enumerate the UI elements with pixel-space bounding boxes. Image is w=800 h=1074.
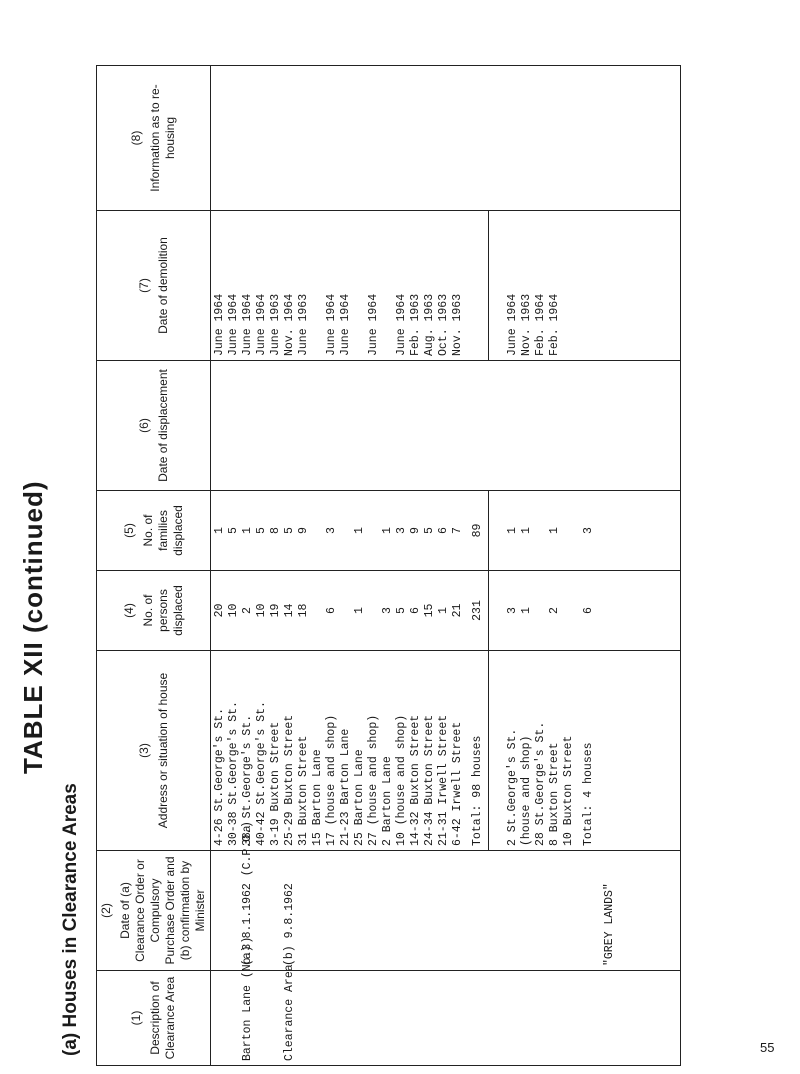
demolition-area1-10 bbox=[353, 215, 367, 356]
persons-area2-3: 2 bbox=[548, 607, 561, 614]
families-area1-11 bbox=[367, 495, 381, 566]
persons-area1-14: 6 bbox=[409, 607, 422, 614]
header-col8: (8) Information as to re-housing bbox=[97, 66, 211, 211]
header-col1: (1) Description of Clearance Area bbox=[97, 971, 211, 1066]
families-area1-16: 6 bbox=[437, 527, 450, 534]
dates-cell bbox=[211, 821, 681, 971]
demolition-area2-2: Feb. 1964 bbox=[534, 293, 547, 356]
families-area1-5: 5 bbox=[283, 527, 296, 534]
persons-area1-16: 1 bbox=[437, 607, 450, 614]
page-number: 55 bbox=[760, 1040, 775, 1055]
demolition-area2-4 bbox=[562, 215, 576, 356]
address-area1-15: 24-34 Buxton Street bbox=[423, 714, 436, 846]
address-area1-14: 14-32 Buxton Street bbox=[409, 714, 422, 846]
address-area1-5: 25-29 Buxton Street bbox=[283, 714, 296, 846]
header-col3: (3) Address or situation of house bbox=[97, 651, 211, 851]
body-row bbox=[211, 66, 681, 1066]
families-area1-0: 1 bbox=[213, 527, 226, 534]
header-col5: (5) No. of families displaced bbox=[97, 491, 211, 571]
persons-area1-12: 3 bbox=[381, 607, 394, 614]
header-col7: (7) Date of demolition bbox=[97, 211, 211, 361]
demolition-area1-9: June 1964 bbox=[339, 293, 352, 356]
persons-area1-5: 14 bbox=[283, 603, 296, 618]
families-area1-6: 9 bbox=[297, 527, 310, 534]
families-area1-7 bbox=[311, 495, 325, 566]
demolition-area2-3: Feb. 1964 bbox=[548, 293, 561, 356]
demolition-area2-0: June 1964 bbox=[506, 293, 519, 356]
area1-description-line2: Clearance Area bbox=[283, 964, 296, 1061]
families-area1-17: 7 bbox=[451, 527, 464, 534]
demolition-area1-13: June 1964 bbox=[395, 293, 408, 356]
address-area1-1: 30-38 St.George's St. bbox=[227, 701, 240, 846]
families-area1-8: 3 bbox=[325, 527, 338, 534]
demolition-area1-15: Aug. 1963 bbox=[423, 293, 436, 356]
table-subtitle: (a) Houses in Clearance Areas bbox=[60, 783, 81, 1056]
address-area1-9: 21-23 Barton Lane bbox=[339, 728, 352, 846]
families-area2-3: 1 bbox=[548, 527, 561, 534]
families-area1-2: 1 bbox=[241, 527, 254, 534]
header-col4: (4) No. of persons displaced bbox=[97, 571, 211, 651]
families-area1-10: 1 bbox=[353, 527, 366, 534]
persons-cell bbox=[211, 571, 681, 651]
families-area1-14: 9 bbox=[409, 527, 422, 534]
persons-area1-17: 21 bbox=[451, 603, 464, 618]
address-area1-8: 17 (house and shop) bbox=[325, 714, 338, 846]
persons-area1-1: 10 bbox=[227, 603, 240, 618]
families-area1-total: 89 bbox=[471, 523, 484, 538]
families-area1-1: 5 bbox=[227, 527, 240, 534]
demolition-area1-2: June 1964 bbox=[241, 293, 254, 356]
divider bbox=[488, 571, 503, 650]
families-cell bbox=[211, 491, 681, 571]
families-area1-3: 5 bbox=[255, 527, 268, 534]
header-col2: (2) Date of (a) Clearance Order or Compulsory Purchase Order and (b) confirmation by Minister bbox=[97, 851, 211, 971]
address-area1-4: 3-19 Buxton Street bbox=[269, 721, 282, 846]
address-area1-2: 38a St.George's St. bbox=[241, 714, 254, 846]
families-area2-total: 3 bbox=[582, 527, 595, 534]
address-area1-13: 10 (house and shop) bbox=[395, 714, 408, 846]
demolition-cell bbox=[211, 211, 681, 361]
demolition-area1-8: June 1964 bbox=[325, 293, 338, 356]
persons-area1-8: 6 bbox=[325, 607, 338, 614]
persons-area1-4: 19 bbox=[269, 603, 282, 618]
address-area1-6: 31 Buxton Street bbox=[297, 735, 310, 846]
demolition-area2-1: Nov. 1963 bbox=[520, 293, 533, 356]
area1-date-a: (a) 8.1.1962 (C.P.O.) bbox=[241, 821, 254, 966]
address-cell bbox=[211, 651, 681, 851]
demolition-area1-0: June 1964 bbox=[213, 293, 226, 356]
demolition-area1-11: June 1964 bbox=[367, 293, 380, 356]
persons-area2-0: 3 bbox=[506, 607, 519, 614]
families-area1-13: 3 bbox=[395, 527, 408, 534]
address-area1-12: 2 Barton Lane bbox=[381, 756, 394, 846]
rehousing-cell bbox=[211, 66, 681, 211]
demolition-area1-16: Oct. 1963 bbox=[437, 293, 450, 356]
persons-area1-2: 2 bbox=[241, 607, 254, 614]
divider bbox=[488, 651, 503, 850]
families-area2-2 bbox=[534, 495, 548, 566]
persons-area1-6: 18 bbox=[297, 603, 310, 618]
families-area2-1: 1 bbox=[520, 527, 533, 534]
persons-area2-4 bbox=[562, 575, 576, 646]
demolition-area1-14: Feb. 1963 bbox=[409, 293, 422, 356]
address-area2-1: (house and shop) bbox=[520, 735, 533, 846]
area2-description: "GREY LANDS" bbox=[603, 883, 616, 966]
demolition-area1-3: June 1964 bbox=[255, 293, 268, 356]
demolition-area1-1: June 1964 bbox=[227, 293, 240, 356]
area1-date-b: (b) 9.8.1962 bbox=[283, 883, 296, 966]
families-area2-4 bbox=[562, 495, 576, 566]
address-area2-0: 2 St.George's St. bbox=[506, 728, 519, 846]
persons-area2-total: 6 bbox=[582, 607, 595, 614]
demolition-area1-7 bbox=[311, 215, 325, 356]
families-area1-15: 5 bbox=[423, 527, 436, 534]
header-row bbox=[97, 66, 211, 1066]
address-area2-4: 10 Buxton Street bbox=[562, 735, 575, 846]
address-area2-3: 8 Buxton Street bbox=[548, 742, 561, 846]
address-area1-0: 4-26 St.George's St. bbox=[213, 707, 226, 846]
address-area1-17: 6-42 Irwell Street bbox=[451, 721, 464, 846]
address-area1-3: 40-42 St.George's St. bbox=[255, 701, 268, 846]
address-area2-2: 28 St.George's St. bbox=[534, 721, 547, 846]
address-area1-11: 27 (house and shop) bbox=[367, 714, 380, 846]
address-area1-10: 25 Barton Lane bbox=[353, 749, 366, 846]
demolition-area1-6: June 1963 bbox=[297, 293, 310, 356]
demolition-area1-12 bbox=[381, 215, 395, 356]
persons-area1-7 bbox=[311, 575, 325, 646]
address-area1-7: 15 Barton Lane bbox=[311, 749, 324, 846]
demolition-area1-17: Nov. 1963 bbox=[451, 293, 464, 356]
persons-area1-total: 231 bbox=[471, 600, 484, 621]
demolition-area2-total bbox=[582, 215, 596, 356]
families-area1-12: 1 bbox=[381, 527, 394, 534]
persons-area1-10: 1 bbox=[353, 607, 366, 614]
persons-area1-15: 15 bbox=[423, 603, 436, 618]
persons-area1-3: 10 bbox=[255, 603, 268, 618]
displacement-cell bbox=[211, 361, 681, 491]
families-area1-4: 8 bbox=[269, 527, 282, 534]
persons-area2-2 bbox=[534, 575, 548, 646]
address-area1-total: Total: 98 houses bbox=[471, 735, 484, 846]
demolition-area1-4: June 1963 bbox=[269, 293, 282, 356]
persons-area2-1: 1 bbox=[520, 607, 533, 614]
clearance-table bbox=[96, 65, 681, 1066]
divider bbox=[488, 491, 503, 570]
persons-area1-13: 5 bbox=[395, 607, 408, 614]
divider bbox=[488, 211, 503, 360]
families-area2-0: 1 bbox=[506, 527, 519, 534]
address-area1-16: 21-31 Irwell Street bbox=[437, 714, 450, 846]
address-area2-total: Total: 4 houses bbox=[582, 742, 595, 846]
description-cell bbox=[211, 936, 681, 1066]
area1-description-line1: Barton Lane (No.3) bbox=[241, 936, 254, 1061]
header-col6: (6) Date of displacement bbox=[97, 361, 211, 491]
table-title: TABLE XII (continued) bbox=[18, 480, 48, 774]
persons-area1-0: 20 bbox=[213, 603, 226, 618]
families-area1-9 bbox=[339, 495, 353, 566]
demolition-area1-total bbox=[471, 215, 485, 356]
demolition-area1-5: Nov. 1964 bbox=[283, 293, 296, 356]
persons-area1-9 bbox=[339, 575, 353, 646]
persons-area1-11 bbox=[367, 575, 381, 646]
